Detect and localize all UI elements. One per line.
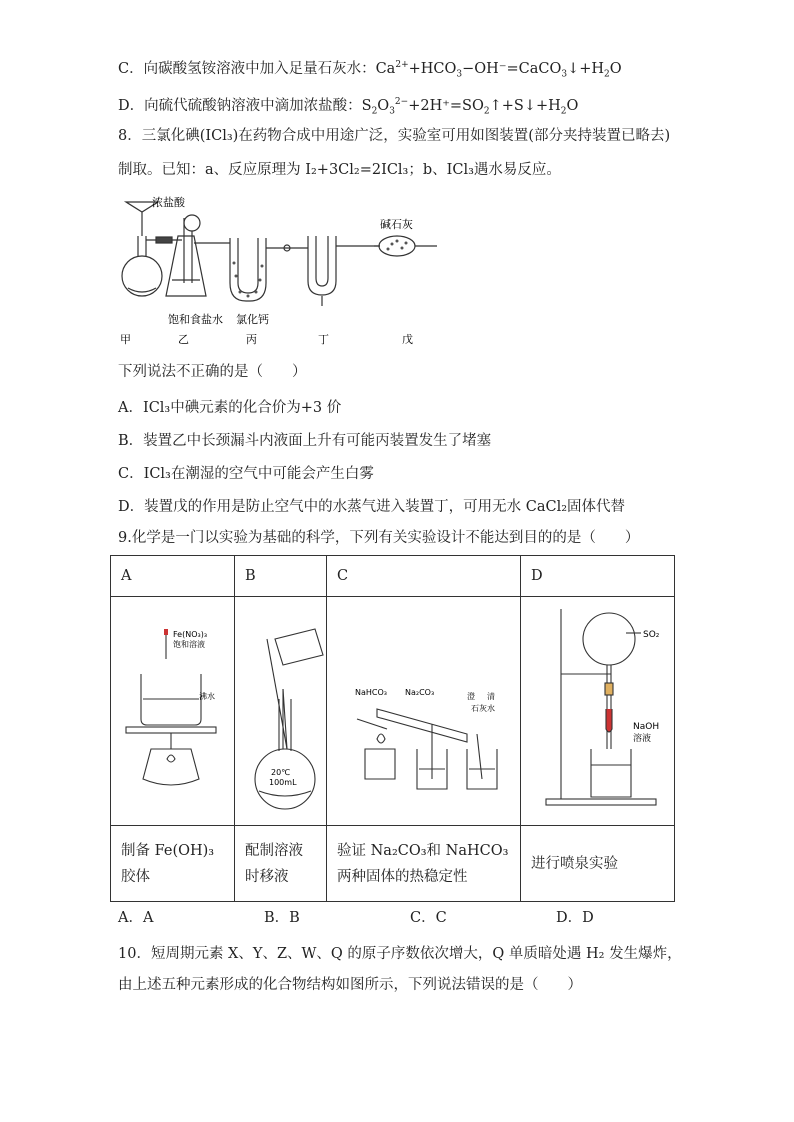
q8-question: 下列说法不正确的是（ ） xyxy=(118,364,307,380)
q9-answer-b: B．B xyxy=(264,910,300,926)
label-wu: 戊 xyxy=(402,333,413,346)
q9-header-b: B xyxy=(235,556,327,597)
q9-caption-a: 制备 Fe(OH)₃胶体 xyxy=(111,826,235,902)
q8-option-a: A．ICl₃中碘元素的化合价为+3 价 xyxy=(118,400,342,416)
fig-b-temp: 20℃ xyxy=(271,768,291,777)
label-soda-lime: 碱石灰 xyxy=(380,218,413,231)
label-yi: 乙 xyxy=(178,333,189,346)
q7-option-d: D．向硫代硫酸钠溶液中滴加浓盐酸：$S_2O_3^{2-}+2H^+=SO_2↑+S↓+H_2O$ xyxy=(118,97,579,117)
fig-b-volume: 100mL xyxy=(269,778,297,787)
q8-stem-line2: 制取。已知：a、反应原理为 I₂+3Cl₂=2ICl₃；b、ICl₃遇水易反应。 xyxy=(118,162,561,178)
q10-stem-line2: 由上述五种元素形成的化合物结构如图所示，下列说法错误的是（ ） xyxy=(118,977,582,993)
q9-figure-a xyxy=(111,597,235,826)
label-ding: 丁 xyxy=(318,333,329,346)
q9-caption-d: 进行喷泉实验 xyxy=(521,826,675,902)
label-jia: 甲 xyxy=(120,333,131,346)
label-bing: 丙 xyxy=(246,333,257,346)
q9-answer-d: D．D xyxy=(556,910,594,926)
q7-option-c: C．向碳酸氢铵溶液中加入足量石灰水：$Ca^{2+}+HCO_3-OH^-=CaCO_3↓+H_2O$ xyxy=(118,60,622,80)
q9-caption-b: 配制溶液时移液 xyxy=(235,826,327,902)
q9-header-d: D xyxy=(521,556,675,597)
fig-a-reagent-2: 饱和溶液 xyxy=(173,640,205,649)
q9-answer-c: C．C xyxy=(410,910,447,926)
fig-c-lime-3: 石灰水 xyxy=(471,704,495,713)
q9-table xyxy=(110,555,675,902)
label-sat-brine: 饱和食盐水 xyxy=(168,313,223,326)
q8-option-d: D．装置戊的作用是防止空气中的水蒸气进入装置丁，可用无水 CaCl₂固体代替 xyxy=(118,499,626,515)
q9-caption-c: 验证 Na₂CO₃和 NaHCO₃两种固体的热稳定性 xyxy=(327,826,521,902)
label-cacl2: 氯化钙 xyxy=(236,313,269,326)
q8-apparatus-diagram xyxy=(112,188,442,348)
fig-c-right: Na₂CO₃ xyxy=(405,688,435,697)
q8-option-c: C．ICl₃在潮湿的空气中可能会产生白雾 xyxy=(118,466,374,482)
q9-figure-d xyxy=(521,597,675,826)
fig-a-water: 沸水 xyxy=(199,692,215,701)
q10-stem-line1: 10．短周期元素 X、Y、Z、W、Q 的原子序数依次增大，Q 单质暗处遇 H₂ 发生爆炸， xyxy=(118,946,682,962)
fig-d-naoh: NaOH xyxy=(633,722,660,732)
q9-figure-c xyxy=(327,597,521,826)
q8-option-b: B．装置乙中长颈漏斗内液面上升有可能丙装置发生了堵塞 xyxy=(118,433,492,449)
q9-figure-b xyxy=(235,597,327,826)
q9-stem: 9.化学是一门以实验为基础的科学，下列有关实验设计不能达到目的的是（ ） xyxy=(118,530,640,546)
label-conc-hcl: 浓盐酸 xyxy=(152,196,185,209)
fig-c-left: NaHCO₃ xyxy=(355,688,387,697)
fig-d-solution: 溶液 xyxy=(633,734,652,744)
q9-answer-options xyxy=(118,908,594,928)
q9-header-a: A xyxy=(111,556,235,597)
fig-c-lime-1: 澄 xyxy=(467,692,475,701)
q9-answer-a: A．A xyxy=(118,910,154,926)
fig-c-lime-2: 清 xyxy=(487,692,495,701)
q8-stem-line1: 8．三氯化碘(ICl₃)在药物合成中用途广泛，实验室可用如图装置(部分夹持装置已略去) xyxy=(118,128,671,144)
fig-a-reagent: Fe(NO₃)₃ xyxy=(173,630,208,639)
q9-header-c: C xyxy=(327,556,521,597)
fig-d-gas: SO₂ xyxy=(643,630,660,640)
